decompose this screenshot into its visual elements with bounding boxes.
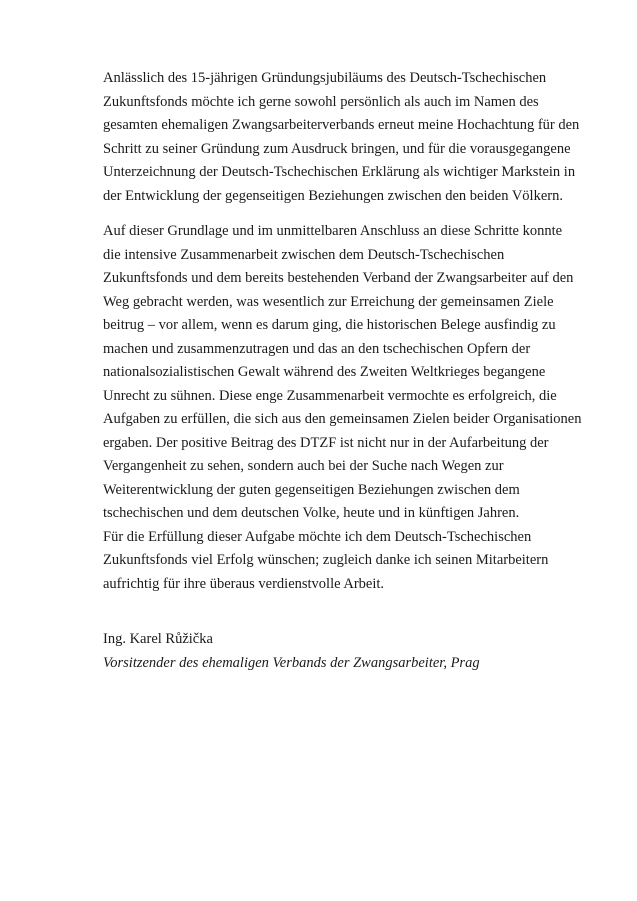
paragraph-1-line: der Entwicklung der gegenseitigen Beziehungen zwischen den beiden Völkern.: [103, 187, 563, 204]
signature-block: [103, 628, 553, 675]
letter-body: [103, 67, 582, 675]
paragraph-1-line: Schritt zu seiner Gründung zum Ausdruck bringen, und für die vorausgegangene: [103, 140, 571, 157]
paragraph-1-line: gesamten ehemaligen Zwangsarbeiterverbands erneut meine Hochachtung für den: [103, 117, 580, 133]
paragraph-2-line: Weiterentwicklung der guten gegenseitigen Beziehungen zwischen dem: [103, 481, 520, 498]
paragraph-2-line: Für die Erfüllung dieser Aufgabe möchte ich dem Deutsch-Tschechischen: [103, 528, 532, 545]
paragraph-2-line: Vergangenheit zu sehen, sondern auch bei der Suche nach Wegen zur: [103, 458, 504, 474]
paragraph-2-line: Zukunftsfonds und dem bereits bestehenden Verband der Zwangsarbeiter auf den: [103, 270, 574, 286]
paragraph-2-line: ergaben. Der positive Beitrag des DTZF ist nicht nur in der Aufarbeitung der: [103, 434, 549, 451]
paragraph-2-line: aufrichtig für ihre überaus verdienstvolle Arbeit.: [103, 575, 385, 592]
paragraph-1-line: Anlässlich des 15-jährigen Gründungsjubiläums des Deutsch-Tschechischen: [103, 70, 547, 86]
paragraph-1-line: Zukunftsfonds möchte ich gerne sowohl persönlich als auch im Namen des: [103, 93, 539, 110]
paragraph-2-line: Zukunftsfonds viel Erfolg wünschen; zugleich danke ich seinen Mitarbeitern: [103, 552, 549, 568]
paragraph-2-line: nationalsozialistischen Gewalt während des Zweiten Weltkrieges begangene: [103, 364, 546, 380]
paragraph-2-line: machen und zusammenzutragen und das an den tschechischen Opfern der: [103, 340, 531, 357]
paragraph-2-line: Aufgaben zu erfüllen, die sich aus den gemeinsamen Zielen beider Organisationen: [103, 411, 582, 427]
paragraph-2-line: die intensive Zusammenarbeit zwischen dem Deutsch-Tschechischen: [103, 246, 505, 263]
paragraph-2-line: tschechischen und dem deutschen Volke, heute und in künftigen Jahren.: [103, 505, 520, 521]
paragraph-2-line: Weg gebracht werden, was wesentlich zur Erreichung der gemeinsamen Ziele: [103, 293, 554, 310]
signature-title: Vorsitzender des ehemaligen Verbands der Zwangsarbeiter, Prag: [103, 654, 480, 671]
paragraph-1-line: Unterzeichnung der Deutsch-Tschechischen Erklärung als wichtiger Markstein in: [103, 164, 576, 180]
paragraph-1: [103, 67, 580, 208]
paragraph-2-line: beitrug – vor allem, wenn es darum ging, die historischen Belege ausfindig zu: [103, 317, 556, 333]
paragraph-2: [103, 220, 582, 596]
signature-name: Ing. Karel Růžička: [103, 631, 213, 647]
paragraph-2-line: Unrecht zu sühnen. Diese enge Zusammenarbeit vermochte es erfolgreich, die: [103, 387, 557, 404]
paragraph-2-line: Auf dieser Grundlage und im unmittelbaren Anschluss an diese Schritte konnte: [103, 223, 563, 239]
